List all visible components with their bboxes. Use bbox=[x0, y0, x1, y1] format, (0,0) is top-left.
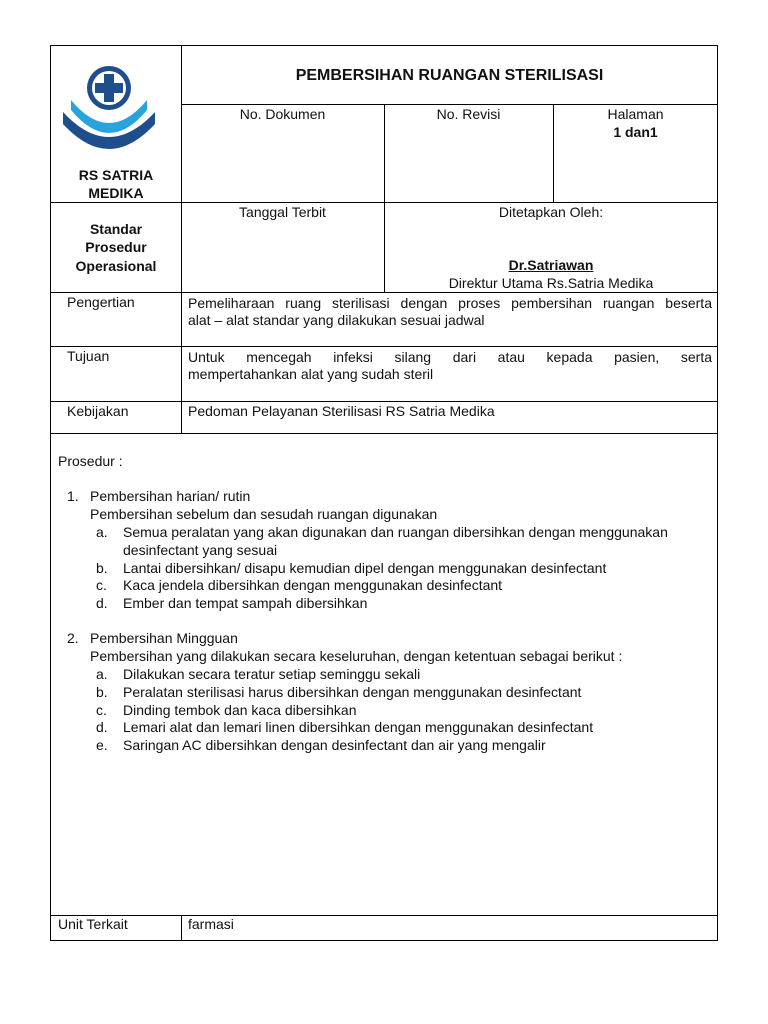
list-item-letter: a. bbox=[96, 666, 108, 682]
tujuan-label: Tujuan bbox=[67, 348, 110, 364]
sop-document bbox=[50, 45, 718, 941]
signer-title: Direktur Utama Rs.Satria Medika bbox=[448, 275, 654, 291]
kebijakan-label: Kebijakan bbox=[67, 403, 129, 419]
divider bbox=[181, 915, 182, 941]
step-title: Pembersihan Mingguan bbox=[90, 630, 238, 646]
list-item: Ember dan tempat sampah dibersihkan bbox=[123, 595, 368, 611]
unit-terkait-label: Unit Terkait bbox=[58, 916, 128, 932]
pengertian-label: Pengertian bbox=[67, 294, 135, 310]
halaman-label: Halaman bbox=[607, 106, 664, 122]
tanggal-terbit-label: Tanggal Terbit bbox=[239, 204, 326, 220]
kebijakan-text: Pedoman Pelayanan Sterilisasi RS Satria Medika bbox=[188, 403, 495, 419]
signer-name: Dr.Satriawan bbox=[508, 257, 594, 273]
pengertian-text: alat – alat standar yang dilakukan sesuai jadwal bbox=[188, 312, 485, 328]
list-item: Dinding tembok dan kaca dibersihkan bbox=[123, 702, 357, 718]
step-title: Pembersihan harian/ rutin bbox=[90, 488, 251, 504]
sop-label: Operasional bbox=[75, 258, 157, 274]
document-title: PEMBERSIHAN RUANGAN STERILISASI bbox=[295, 67, 604, 84]
step-description: Pembersihan yang dilakukan secara keseluruhan, dengan ketentuan sebagai berikut : bbox=[90, 648, 623, 664]
list-item: desinfectant yang sesuai bbox=[123, 542, 278, 558]
divider bbox=[51, 292, 718, 293]
unit-terkait-value: farmasi bbox=[188, 916, 234, 932]
list-item-letter: c. bbox=[96, 577, 107, 593]
no-dokumen-label: No. Dokumen bbox=[239, 106, 326, 122]
divider bbox=[51, 433, 718, 434]
prosedur-heading: Prosedur : bbox=[58, 453, 123, 469]
hospital-name: RS SATRIA bbox=[78, 167, 154, 183]
list-item-letter: b. bbox=[96, 560, 108, 576]
divider bbox=[181, 46, 182, 433]
list-item: Semua peralatan yang akan digunakan dan ruangan dibersihkan dengan menggunakan bbox=[123, 524, 668, 540]
sop-label: Prosedur bbox=[85, 239, 147, 255]
divider bbox=[51, 346, 718, 347]
step-number: 2. bbox=[67, 630, 79, 646]
tujuan-text: Untuk mencegah infeksi silang dari atau kepada pasien, serta bbox=[188, 349, 712, 365]
list-item: Lemari alat dan lemari linen dibersihkan dengan menggunakan desinfectant bbox=[123, 719, 594, 735]
list-item-letter: d. bbox=[96, 719, 108, 735]
step-number: 1. bbox=[67, 488, 79, 504]
step-description: Pembersihan sebelum dan sesudah ruangan digunakan bbox=[90, 506, 438, 522]
no-revisi-label: No. Revisi bbox=[436, 106, 501, 122]
list-item: Saringan AC dibersihkan dengan desinfectant dan air yang mengalir bbox=[123, 737, 546, 753]
ditetapkan-label: Ditetapkan Oleh: bbox=[498, 204, 604, 220]
halaman-value: 1 dan1 bbox=[613, 124, 658, 140]
list-item-letter: e. bbox=[96, 737, 108, 753]
list-item: Dilakukan secara teratur setiap seminggu sekali bbox=[123, 666, 421, 682]
divider bbox=[181, 104, 718, 105]
divider bbox=[51, 915, 718, 916]
sop-label: Standar bbox=[89, 221, 143, 237]
list-item-letter: a. bbox=[96, 524, 108, 540]
divider bbox=[51, 401, 718, 402]
list-item: Lantai dibersihkan/ disapu kemudian dipel dengan menggunakan desinfectant bbox=[123, 560, 607, 576]
tujuan-text: mempertahankan alat yang sudah steril bbox=[188, 366, 434, 382]
list-item: Kaca jendela dibersihkan dengan menggunakan desinfectant bbox=[123, 577, 503, 593]
list-item-letter: d. bbox=[96, 595, 108, 611]
hospital-logo bbox=[59, 64, 159, 152]
pengertian-text: Pemeliharaan ruang sterilisasi dengan proses pembersihan ruangan beserta bbox=[188, 295, 712, 311]
hospital-name: MEDIKA bbox=[88, 185, 144, 201]
list-item-letter: c. bbox=[96, 702, 107, 718]
list-item-letter: b. bbox=[96, 684, 108, 700]
list-item: Peralatan sterilisasi harus dibersihkan dengan menggunakan desinfectant bbox=[123, 684, 582, 700]
